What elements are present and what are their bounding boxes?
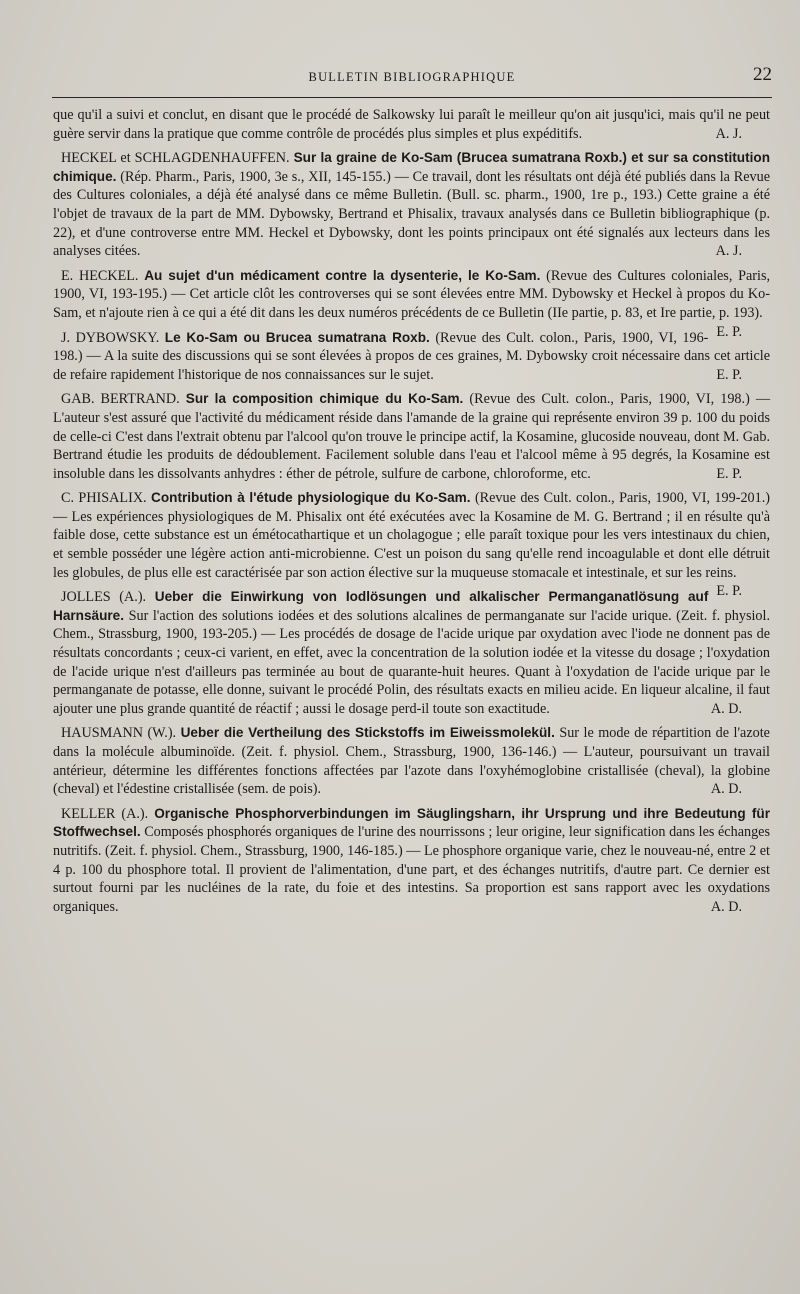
entry-author: JOLLES (A.). bbox=[61, 589, 147, 606]
entry-text: Sur l'action des solutions iodées et des solutions alcalines de permanganate sur l'acide urique. (Zeit. f. physiol. Chem., Strassburg, 1900, 193-205.) — Les procédés de dosage de l'acide urique par oxydation avec l'iode ne donnent pas de résultats concordants ; ceux-ci varient, en effet, avec la concentration de la solution iodée et la vitesse du dosage ; l'oxydation de l'acide urique n'est d'ailleurs pas terminée au bout de quarante-huit heures. Quant à l'oxydation de l'acide urique par le permanganate de potasse, elle donne, suivant le procédé Polin, des résultats exacts en milieu acide. En liqueur alcaline, il faut ajouter une plus grande quantité de réactif ; aussi le dosage perd-il toute son exactitude. bbox=[53, 607, 770, 717]
entry-heckel-schlagdenhauffen bbox=[53, 149, 770, 261]
entry-signature: E. P. bbox=[716, 323, 742, 340]
entry-signature: A. D. bbox=[710, 781, 742, 798]
entry-text: Composés phosphorés organiques de l'urine des nourrissons ; leur origine, leur signification dans les échanges nutritifs. (Zeit. f. physiol. Chem., Strassburg, 1900, 146-185.) — Le phosphore organique varie, chez le nouveau-né, entre 2 et 4 p. 100 du phosphore total. Il provient de l'alimentation, d'une part, et des échanges nutritifs, d'autre part. Ce dernier est surtout fourni par les nucléines de la rate, du foie et des intestins. Sa proportion est sans rapport avec les oxydations organiques. bbox=[53, 824, 770, 915]
entry-title: Au sujet d'un médicament contre la dysenterie, le Ko-Sam. bbox=[144, 267, 541, 283]
entry-dybowsky bbox=[53, 329, 770, 385]
entry-text: (Revue des Cult. colon., Paris, 1900, VI, 198.) — L'auteur s'est assuré que l'activité du médicament réside dans l'amande de la graine qui représente environ 39 p. 100 du poids de celle-ci C'est dans l'extrait obtenu par l'alcool qu'on trouve le principe actif, la Kosamine, glucoside nouveau, dont M. Gab. Bertrand étudie les produits de dédoublement. Facilement soluble dans l'eau et l'alcool même à 95 degrés, la Kosamine est insoluble dans les dissolvants anhydres : éther de pétrole, sulfure de carbone, chloroforme, etc. bbox=[53, 391, 771, 482]
entry-jolles bbox=[53, 588, 770, 718]
entry-text: (Revue des Cult. colon., Paris, 1900, VI, 199-201.) — Les expériences physiologiques de M. Phisalix ont été exécutées avec la Kosamine de M. G. Bertrand ; il en résulte qu'à faible dose, cette substance est un émétocathartique et un cholagogue ; elle paraît toxique pour les vers intestinaux du chien, et semble posséder une légère action anti-microbienne. C'est un poison du sang qu'elle rend incoagulable et dont elle détruit les globules, de plus elle est caractérisée par son action élective sur la muqueuse stomacale et intestinale, et sur les reins. bbox=[53, 490, 770, 581]
entry-bertrand bbox=[53, 390, 770, 483]
entry-title: Sur la graine de Ko-Sam (Brucea sumatrana Roxb.) et sur sa constitution chimique. bbox=[53, 150, 771, 184]
entry-signature: A. D. bbox=[710, 700, 742, 717]
entry-signature: E. P. bbox=[716, 366, 742, 383]
entry-text: que qu'il a suivi et conclut, en disant que le procédé de Salkowsky lui paraît le meilleur qu'on ait jusqu'ici, mais qu'il ne peut guère servir dans la pratique que comme contrôle de procédés plus simples et plus expéditifs. bbox=[53, 107, 770, 142]
header-rule bbox=[52, 97, 772, 98]
entry-text: (Rép. Pharm., Paris, 1900, 3e s., XII, 145-155.) — Ce travail, dont les résultats ont déjà été publiés dans la Revue des Cultures coloniales, a déjà été analysé dans ce même Bulletin. (Bull. sc. pharm., 1900, 1re p., 193.) Cette graine a été l'objet de travaux de la part de MM. Dybowsky, Bertrand et Phisalix, travaux analysés dans ce Bulletin bibliographique (p. 22), et d'une controverse entre MM. Heckel et Dybowsky, dont les points principaux ont été signalés aux lecteurs dans les analyses citées. bbox=[53, 168, 770, 260]
entry-keller bbox=[53, 805, 770, 917]
running-header bbox=[52, 64, 772, 90]
entry-author: HECKEL et SCHLAGDENHAUFFEN. bbox=[61, 150, 290, 167]
entry-text: (Revue des Cultures coloniales, Paris, 1900, VI, 193-195.) — Cet article clôt les controverses qui se sont élevées entre MM. Dybowsky et Heckel à propos du Ko-Sam, et n'ajoute rien à ce qui a été dit dans les deux numéros précédents de ce Bulletin (IIe partie, p. 83, et Ire partie, p. 193). bbox=[53, 267, 771, 321]
entry-title: Ueber die Einwirkung von Iodlösungen und alkalischer Permanganatlösung auf Harnsäure. bbox=[53, 589, 709, 623]
entry-author: GAB. BERTRAND. bbox=[61, 391, 180, 408]
entry-author: C. PHISALIX. bbox=[61, 490, 147, 507]
entry-author: HAUSMANN (W.). bbox=[61, 725, 177, 742]
header-title: BULLETIN BIBLIOGRAPHIQUE bbox=[308, 70, 516, 84]
entry-author: J. DYBOWSKY. bbox=[61, 329, 160, 346]
entry-title: Sur la composition chimique du Ko-Sam. bbox=[185, 391, 464, 407]
entry-title: Contribution à l'étude physiologique du Ko-Sam. bbox=[151, 490, 471, 506]
entry-signature: A. D. bbox=[710, 898, 742, 915]
entry-title: Le Ko-Sam ou Brucea sumatrana Roxb. bbox=[164, 329, 430, 345]
entry-signature: E. P. bbox=[716, 583, 742, 600]
entry-continuation bbox=[53, 106, 770, 143]
entry-signature: A. J. bbox=[715, 125, 742, 142]
entry-title: Organische Phosphorverbindungen im Säuglingsharn, ihr Ursprung und ihre Bedeutung für Stoffwechsel. bbox=[53, 805, 771, 840]
entry-text: Sur le mode de répartition de l'azote dans la molécule albuminoïde. (Zeit. f. physiol. Chem., Strassburg, 1900, 136-146.) — L'auteur, poursuivant un travail antérieur, détermine les différentes fonctions affectées par l'azote dans l'oxyhémoglobine cristallisée (cheval), la globine (cheval) et l'édestine cristallisée (sem. de pois). bbox=[53, 725, 770, 798]
bibliography-body bbox=[53, 106, 770, 922]
entry-author: KELLER (A.). bbox=[61, 805, 149, 822]
entry-hausmann bbox=[53, 724, 770, 798]
entry-signature: A. J. bbox=[715, 243, 742, 260]
entry-signature: E. P. bbox=[716, 465, 742, 482]
entry-title: Ueber die Vertheilung des Stickstoffs im Eiweissmolekül. bbox=[180, 725, 555, 741]
page-number: 22 bbox=[753, 64, 772, 85]
entry-author: E. HECKEL. bbox=[61, 267, 139, 284]
entry-text: (Revue des Cult. colon., Paris, 1900, VI, 196-198.) — A la suite des discussions qui se sont élevées à propos de ces graines, M. Dybowsky croit nécessaire dans cet article de refaire rapidement l'historique de nos connaissances sur le sujet. bbox=[53, 329, 770, 383]
